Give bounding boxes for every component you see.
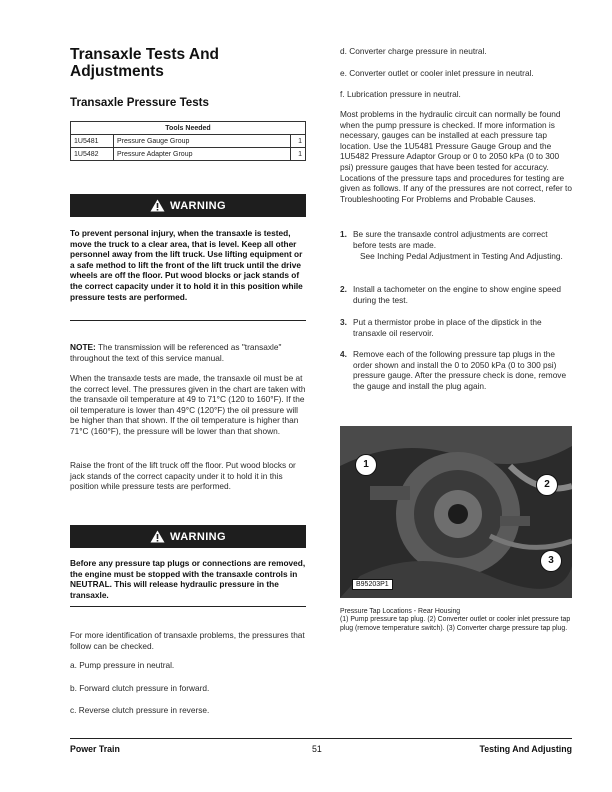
warning-text: Before any pressure tap plugs or connections are removed, the engine must be stopped with the transaxle controls in NEUTRAL. This will release hydraulic pressure in the transaxle.: [70, 558, 306, 600]
step-item: 1. Be sure the transaxle control adjustments are correct before tests are made. See Inching Pedal Adjustment in Testing And Adjusting.: [340, 229, 563, 262]
note-paragraph: NOTE: The transmission will be referenced as "transaxle" throughout the text of this service manual.: [70, 342, 282, 363]
divider: [70, 320, 306, 321]
pressure-list-item: a. Pump pressure in neutral.: [70, 660, 175, 670]
page-title: Transaxle Tests And Adjustments: [70, 46, 220, 80]
page-number: 51: [312, 744, 322, 754]
pressure-list-item: f. Lubrication pressure in neutral.: [340, 89, 461, 99]
figure-caption: Pressure Tap Locations - Rear Housing (1) Pump pressure tap plug. (2) Converter outlet or cooler inlet pressure tap plug (remove temperature switch). (3) Converter charge pressure tap plug.: [340, 608, 571, 632]
tools-table: [70, 121, 306, 161]
pressure-list-item: e. Converter outlet or cooler inlet pressure in neutral.: [340, 68, 534, 78]
section-subtitle: Transaxle Pressure Tests: [70, 96, 209, 109]
warning-text: To prevent personal injury, when the transaxle is tested, move the truck to a clear area, that is level. Keep all other personnel away from the lift truck. Use lifting equipment or a safe method to lift the front of the lift truck until the drive wheels are off the floor. Put wood blocks or jack stands of the correct capacity under it to hold it in this position while pressure tests are performed.: [70, 228, 303, 302]
step-item: 3. Put a thermistor probe in place of the dipstick in the transaxle oil reservoir.: [340, 317, 542, 338]
pressure-list-item: d. Converter charge pressure in neutral.: [340, 46, 487, 56]
warning-icon: [150, 199, 165, 212]
pressure-list-item: c. Reverse clutch pressure in reverse.: [70, 705, 210, 715]
figure-photo: [340, 426, 572, 598]
more-identification-paragraph: For more identification of transaxle problems, the pressures that follow can be checked.: [70, 630, 305, 651]
pressure-list-item: b. Forward clutch pressure in forward.: [70, 683, 210, 693]
table-row: 1U5481 Pressure Gauge Group 1: [71, 135, 306, 148]
temperature-paragraph: When the transaxle tests are made, the transaxle oil must be at the correct level. The pressures given in the chart are taken with the transaxle oil temperature at 49 to 71°C (120 to 160°F). If the oil temperature is lower than 49°C (120°F) the oil pressure will be higher than that shown. If the oil temperature is higher than 71°C (160°F), the pressure will be lower than that shown.: [70, 373, 306, 436]
transaxle-housing-image: [340, 426, 572, 598]
warning-icon: [150, 530, 165, 543]
raise-truck-paragraph: Raise the front of the lift truck off the floor. Put wood blocks or jack stands of the correct capacity under it to hold it in this position while pressure tests are performed.: [70, 460, 296, 492]
warning-banner: [70, 525, 306, 548]
warning-label: WARNING: [170, 530, 226, 543]
warning-banner: [70, 194, 306, 217]
note-label: NOTE:: [70, 342, 96, 352]
tools-table-header: Tools Needed: [71, 122, 306, 135]
problems-paragraph: Most problems in the hydraulic circuit can normally be found when the pump pressure is checked. If more information is necessary, gauges can be installed at each pressure tap location. Use the 1U5481 Pressure Gauge Group and the 1U5482 Pressure Adaptor Group or 0 to 2050 kPa (0 to 300 psi) pressure gauges that have been tested for accuracy. Locations of the pressure taps and procedures for testing are given as follows. If any of the pressures are not correct, refer to Troubleshooting For Problems and Probable Causes.: [340, 109, 572, 204]
table-row: 1U5482 Pressure Adapter Group 1: [71, 148, 306, 161]
callout-1: 1: [355, 454, 377, 476]
step-item: 2. Install a tachometer on the engine to show engine speed during the test.: [340, 284, 562, 305]
divider: [70, 606, 306, 607]
callout-2: 2: [536, 474, 558, 496]
step-item: 4. Remove each of the following pressure tap plugs in the order shown and install the 0 to 2050 kPa (0 to 300 psi) pressure gauge. After the pressure check is done, remove the gauge and install the plug again.: [340, 349, 567, 391]
callout-3: 3: [540, 550, 562, 572]
warning-label: WARNING: [170, 199, 226, 212]
footer-section: Power Train: [70, 744, 120, 754]
footer-chapter: Testing And Adjusting: [479, 744, 572, 754]
figure-code: B95203P1: [352, 579, 393, 590]
footer-rule: [70, 738, 572, 739]
